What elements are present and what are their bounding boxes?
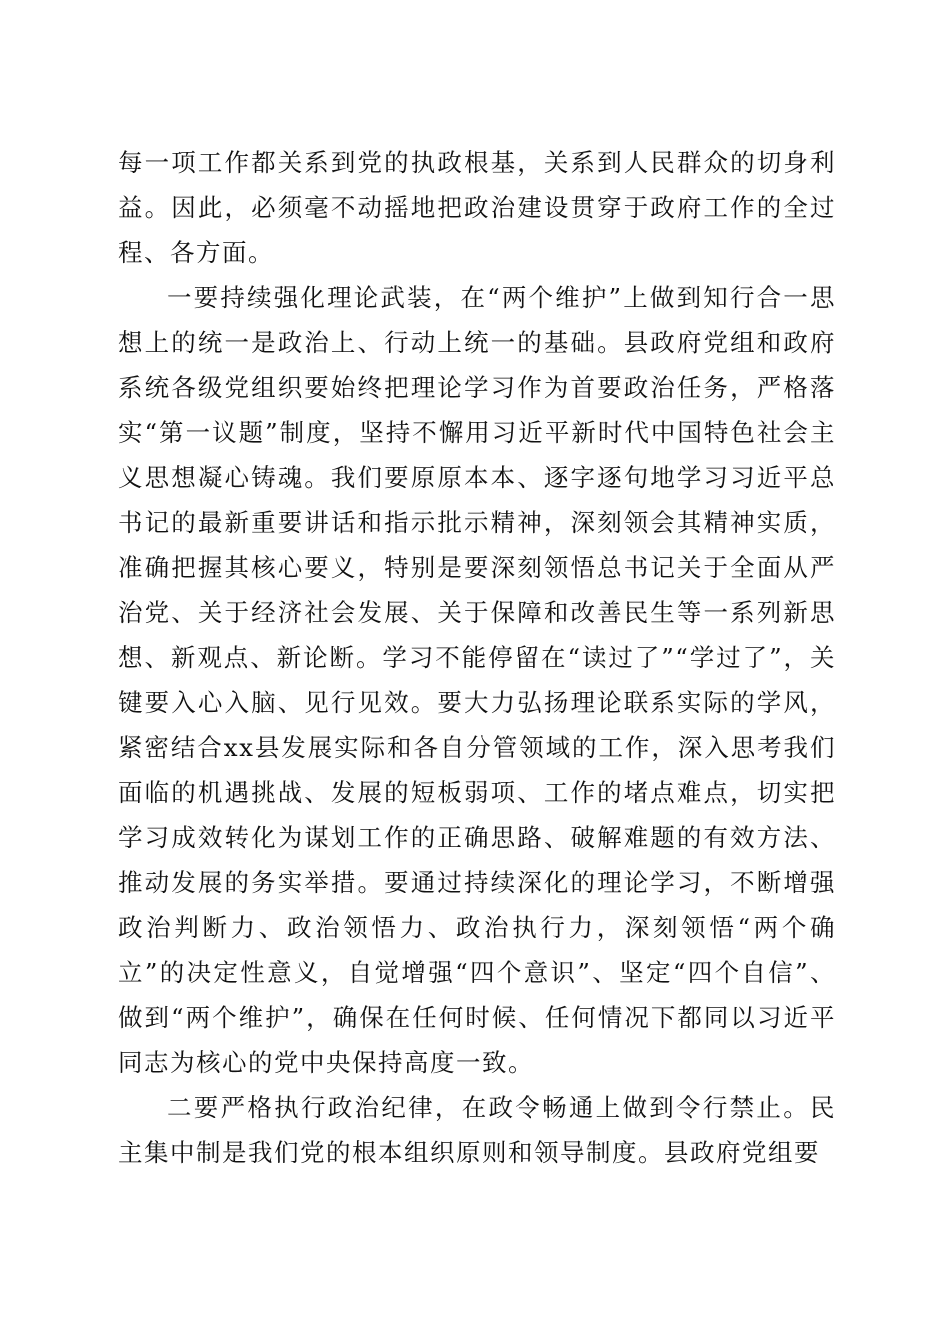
document-body xyxy=(118,140,836,1175)
paragraph-theory-arming: 一要持续强化理论武装，在“两个维护”上做到知行合一思想上的统一是政治上、行动上统一的基础。县政府党组和政府系统各级党组织要始终把理论学习作为首要政治任务，严格落实“第一议题”制度，坚持不懈用习近平新时代中国特色社会主义思想凝心铸魂。我们要原原本本、逐字逐句地学习习近平总书记的最新重要讲话和指示批示精神，深刻领会其精神实质，准确把握其核心要义，特别是要深刻领悟总书记关于全面从严治党、关于经济社会发展、关于保障和改善民生等一系列新思想、新观点、新论断。学习不能停留在“读过了”“学过了”，关键要入心入脑、见行见效。要大力弘扬理论联系实际的学风，紧密结合xx县发展实际和各自分管领域的工作，深入思考我们面临的机遇挑战、发展的短板弱项、工作的堵点难点，切实把学习成效转化为谋划工作的正确思路、破解难题的有效方法、推动发展的务实举措。要通过持续深化的理论学习，不断增强政治判断力、政治领悟力、政治执行力，深刻领悟“两个确立”的决定性意义，自觉增强“四个意识”、坚定“四个自信”、做到“两个维护”，确保在任何时候、任何情况下都同以习近平同志为核心的党中央保持高度一致。 xyxy=(118,283,836,1077)
paragraph-continuation: 每一项工作都关系到党的执政根基，关系到人民群众的切身利益。因此，必须毫不动摇地把政治建设贯穿于政府工作的全过程、各方面。 xyxy=(118,148,836,267)
paragraph-political-discipline: 二要严格执行政治纪律，在政令畅通上做到令行禁止。民主集中制是我们党的根本组织原则和领导制度。县政府党组要 xyxy=(118,1093,836,1167)
